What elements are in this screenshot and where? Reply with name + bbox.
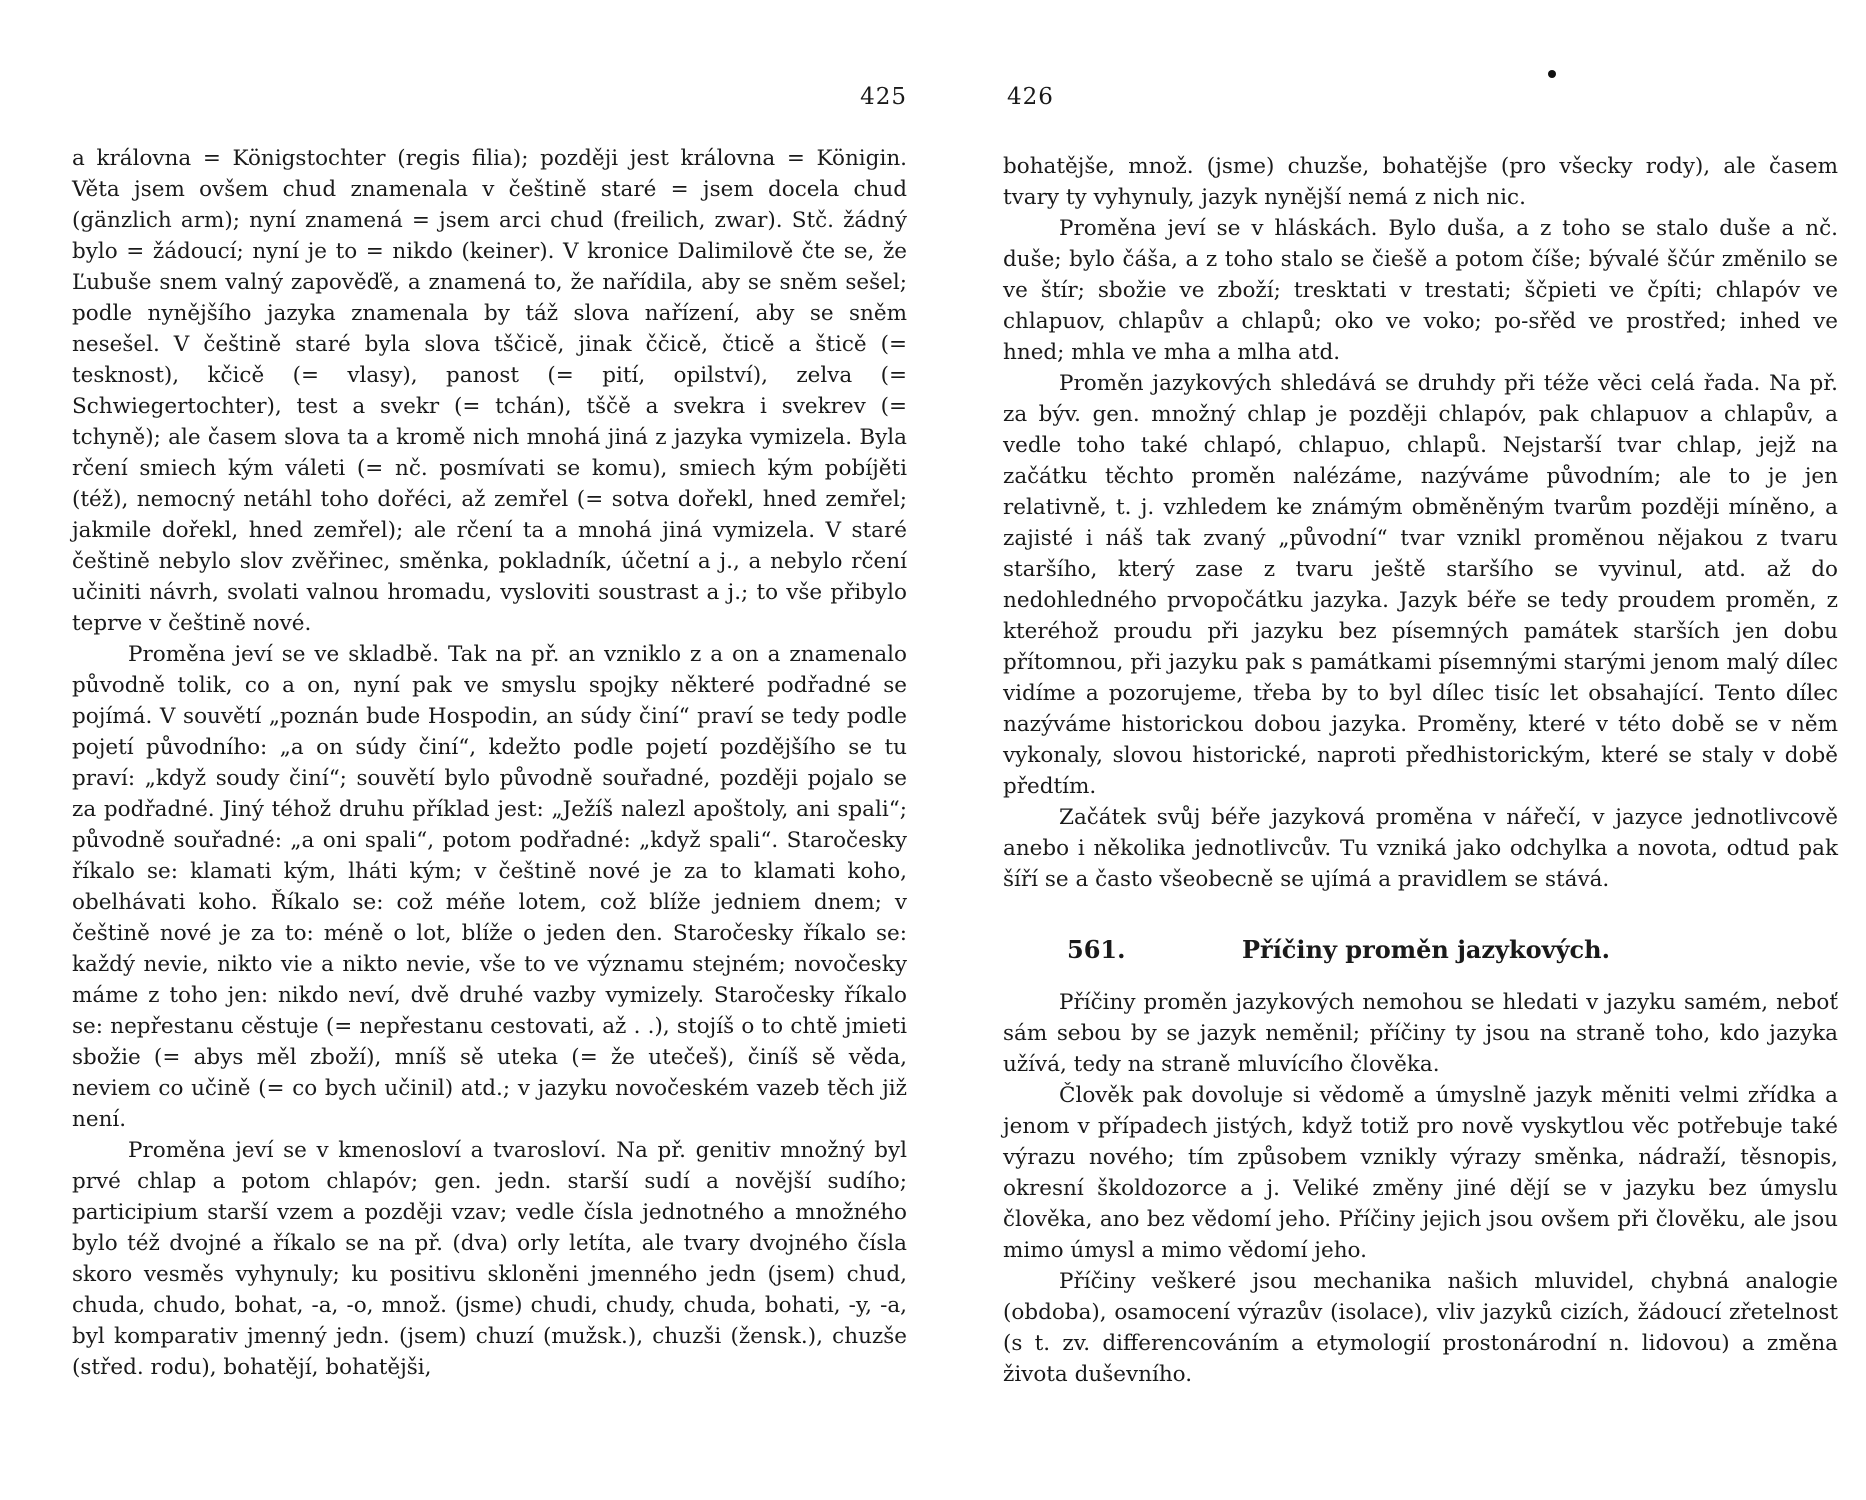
page-number: 425 (860, 84, 907, 110)
paragraph: bohatějše, množ. (jsme) chuzše, bohatějše (pro všecky rody), ale časem tvary ty vyhynuly, jazyk nynější nemá z nich nic. (1003, 154, 1838, 210)
paragraph: Proměna jeví se v kmenosloví a tvarosloví. Na př. genitiv množný byl prvé chlap a potom chlapóv; gen. jedn. starší sudí a novější sudího; participium starší vzem a později vzav; vedle čísla jednotného a množného bylo též dvojné a říkalo se na př. (dva) orly letíta, ale tvary dvojného čísla skoro vesměs vyhynuly; ku positivu skloněni jmenného jedn (jsem) chud, chuda, chudo, bohat, -a, -o, množ. (jsme) chudi, chudy, chuda, bohati, -y, -a, byl komparativ jmenný jedn. (jsem) chuzí (mužsk.), chuzši (žensk.), chuzše (střed. rodu), bohatějí, bohatějši, (72, 1138, 907, 1380)
paragraph: Příčiny proměn jazykových nemohou se hledati v jazyku samém, neboť sám sebou by se jazyk neměnil; příčiny ty jsou na straně toho, kdo jazyka užívá, tedy na straně mluvícího člověka. (1003, 990, 1838, 1077)
right-page-text (1003, 151, 1838, 1390)
section-number: 561. (1067, 935, 1126, 964)
paragraph: Začátek svůj béře jazyková proměna v nářečí, v jazyce jednotlivcově anebo i několika jednotlivcův. Tu vzniká jako odchylka a novota, odtud pak šíří se a často všeobecně se ujímá a pravidlem se stává. (1003, 805, 1838, 892)
section-title: Příčiny proměn jazykových. (1242, 935, 1610, 964)
section-heading (1003, 934, 1838, 965)
right-page (1003, 0, 1838, 1500)
paragraph: Proměn jazykových shledává se druhdy při téže věci celá řada. Na př. za býv. gen. množný chlap je později chlapóv, pak chlapuov a chlapův, a vedle toho také chlapó, chlapuo, chlapů. Nejstarší tvar chlap, jejž na začátku těchto proměn nalézáme, nazýváme původním; ale to je jen relativně, t. j. vzhledem ke známým obměněným tvarům později míněno, a zajisté i náš tak zvaný „původní“ tvar vznikl proměnou nějakou z tvaru staršího, který zase z tvaru ještě staršího se vyvinul, atd. až do nedohledného prvopočátku jazyka. Jazyk béře se tedy proudem proměn, z kteréhož proudu při jazyku bez písemných památek starších jen dobu přítomnou, při jazyku pak s památkami písemnými starými jenom malý dílec vidíme a pozorujeme, třeba by to byl dílec tisíc let obsahající. Tento dílec nazýváme historickou dobou jazyka. Proměny, které v této době se v něm vykonaly, slovou historické, naproti předhistorickým, které se staly v době předtím. (1003, 371, 1838, 799)
paragraph: Příčiny veškeré jsou mechanika našich mluvidel, chybná analogie (obdoba), osamocení výrazův (isolace), vliv jazyků cizích, žádoucí zřetelnost (s t. zv. differencováním a etymologií prostonárodní n. lidovou) a změna života duševního. (1003, 1269, 1838, 1387)
paragraph: Proměna jeví se v hláskách. Bylo duša, a z toho se stalo duše a nč. duše; bylo čáša, a z toho stalo se čiešě a potom číše; bývalé ščúr změnilo se ve štír; sbožie ve zboží; tresktati v trestati; ščpieti ve čpíti; chlapóv ve chlapuov, chlapův a chlapů; oko ve voko; po-sřěd ve prostřed; inhed ve hned; mhla ve mha a mlha atd. (1003, 216, 1838, 365)
paragraph: a královna = Königstochter (regis filia); později jest královna = Königin. Věta jsem ovšem chud znamenala v češtině staré = jsem docela chud (gänzlich arm); nyní znamená = jsem arci chud (freilich, zwar). Stč. žádný bylo = žádoucí; nyní je to = nikdo (keiner). V kronice Dalimilově čte se, že Ľubuše snem valný zapověďě, a znamená to, že nařídila, aby se sněm sešel; podle nynějšího jazyka znamenala by táž slova nařízení, aby se sněm nesešel. V češtině staré byla slova tščicě, jinak ččicě, čticě a šticě (= tesknost), kčicě (= vlasy), panost (= pití, opilství), zelva (= Schwiegertochter), test a svekr (= tchán), tščě a svekra i svekrev (= tchyně); ale časem slova ta a kromě nich mnohá jiná z jazyka vymizela. Byla rčení smiech kým váleti (= nč. posmívati se komu), smiech kým pobíjěti (též), nemocný netáhl toho dořéci, až zemřel (= sotva dořekl, hned zemřel; jakmile dořekl, hned zemřel); ale rčení ta a mnohá jiná vymizela. V staré češtině nebylo slov zvěřinec, směnka, pokladník, účetní a j., a nebylo rčení učiniti návrh, svolati valnou hromadu, vysloviti soustrast a j.; to vše přibylo teprve v češtině nové. (72, 146, 907, 636)
page-number: 426 (1007, 84, 1054, 110)
ink-dot (1548, 70, 1556, 78)
left-page (72, 0, 907, 1500)
left-page-text (72, 143, 907, 1383)
paragraph: Proměna jeví se ve skladbě. Tak na př. an vzniklo z a on a znamenalo původně tolik, co a on, nyní pak ve smyslu spojky některé podřadné se pojímá. V souvětí „poznán bude Hospodin, an súdy činí“ praví se tedy podle pojetí původního: „a on súdy činí“, kdežto podle pojetí pozdějšího se tu praví: „když soudy činí“; souvětí bylo původně souřadné, později pojalo se za podřadné. Jiný téhož druhu příklad jest: „Ježíš nalezl apoštoly, ani spali“; původně souřadné: „a oni spali“, potom podřadné: „když spali“. Staročesky říkalo se: klamati kým, lháti kým; v češtině nové je za to klamati koho, obelhávati koho. Říkalo se: což méňe lotem, což blíže jedniem dnem; v češtině nové je za to: méně o lot, blíže o jeden den. Staročesky říkalo se: každý nevie, nikto vie a nikto nevie, vše to ve významu stejném; novočesky máme z toho jen: nikdo neví, dvě druhé vazby vymizely. Staročesky říkalo se: nepřestanu cěstuje (= nepřestanu cestovati, až . .), stojíš o to chtě jmieti sbožie (= abys měl zboží), mníš sě uteka (= že utečeš), činíš sě věda, neviem co učině (= co bych učinil) atd.; v jazyku novočeském vazeb těch již není. (72, 642, 907, 1132)
paragraph: Člověk pak dovoluje si vědomě a úmyslně jazyk měniti velmi zřídka a jenom v případech jistých, když totiž pro nově vyskytlou věc potřebuje také výrazu nového; tím způsobem vznikly výrazy směnka, nádraží, těsnopis, okresní školdozorce a j. Veliké změny jiné dějí se v jazyku bez úmyslu člověka, ano bez vědomí jeho. Příčiny jejich jsou ovšem při člověku, ale jsou mimo úmysl a mimo vědomí jeho. (1003, 1083, 1838, 1263)
